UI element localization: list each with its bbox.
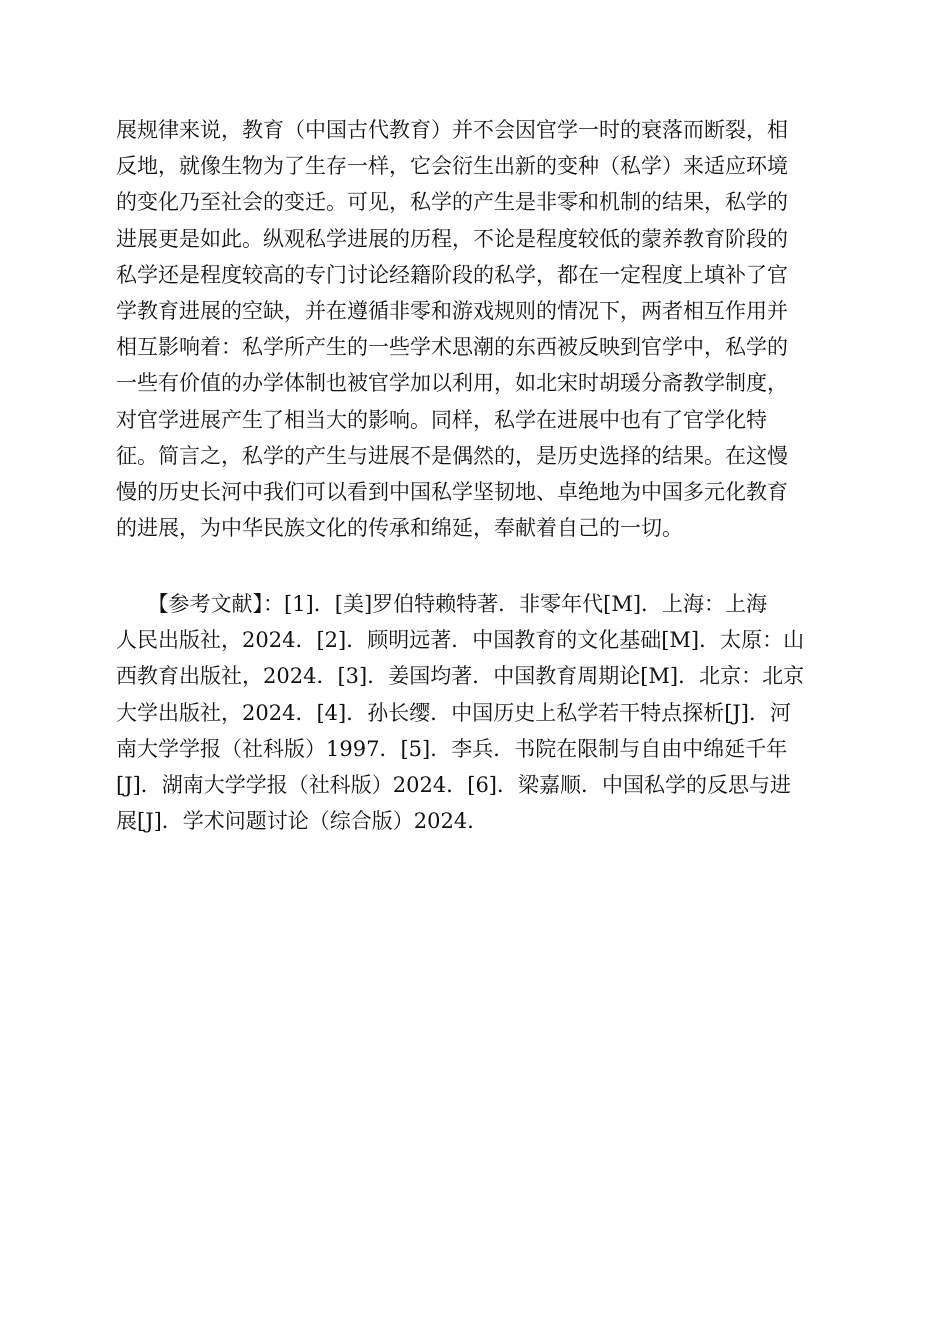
reference-line: [J]．湖南大学学报（社科版）2024．[6]．梁嘉顺．中国私学的反思与进: [116, 772, 791, 797]
reference-line: 展[J]．学术问题讨论（综合版）2024．: [116, 809, 489, 834]
body-line: 慢的历史长河中我们可以看到中国私学坚韧地、卓绝地为中国多元化教育: [116, 479, 788, 504]
body-line: 反地，就像生物为了生存一样，它会衍生出新的变种（私学）来适应环境: [116, 154, 788, 179]
body-line: 的变化乃至社会的变迁。可见，私学的产生是非零和机制的结果，私学的: [116, 190, 788, 215]
body-line: 学教育进展的空缺，并在遵循非零和游戏规则的情况下，两者相互作用并: [116, 298, 788, 323]
reference-line: 西教育出版社，2024．[3]．姜国均著．中国教育周期论[M]．北京：北京: [116, 664, 805, 689]
reference-line: 【参考文献】：[1]．[美]罗伯特赖特著．非零年代[M]．上海：上海: [116, 592, 768, 616]
body-line: 展规律来说，教育（中国古代教育）并不会因官学一时的衰落而断裂，相: [116, 118, 788, 142]
body-line: 私学还是程度较高的专门讨论经籍阶段的私学，都在一定程度上填补了官: [116, 262, 788, 287]
body-line: 的进展，为中华民族文化的传承和绵延，奉献着自己的一切。: [116, 516, 683, 541]
body-line: 相互影响着：私学所产生的一些学术思潮的东西被反映到官学中，私学的: [116, 335, 788, 360]
body-line: 征。简言之，私学的产生与进展不是偶然的，是历史选择的结果。在这慢: [116, 443, 788, 468]
reference-line: 人民出版社，2024．[2]．顾明远著．中国教育的文化基础[M]．太原：山: [116, 628, 805, 653]
body-line: 对官学进展产生了相当大的影响。同样，私学在进展中也有了官学化特: [116, 407, 767, 432]
references-section: [116, 586, 836, 839]
reference-line: 大学出版社，2024．[4]．孙长缨．中国历史上私学若干特点探析[J]．河: [116, 700, 791, 725]
body-paragraph: [116, 112, 836, 546]
body-line: 一些有价值的办学体制也被官学加以利用，如北宋时胡瑗分斋教学制度，: [116, 371, 788, 396]
body-line: 进展更是如此。纵观私学进展的历程，不论是程度较低的蒙养教育阶段的: [116, 226, 788, 251]
reference-line: 南大学学报（社科版）1997．[5]．李兵．书院在限制与自由中绵延千年: [116, 736, 788, 761]
